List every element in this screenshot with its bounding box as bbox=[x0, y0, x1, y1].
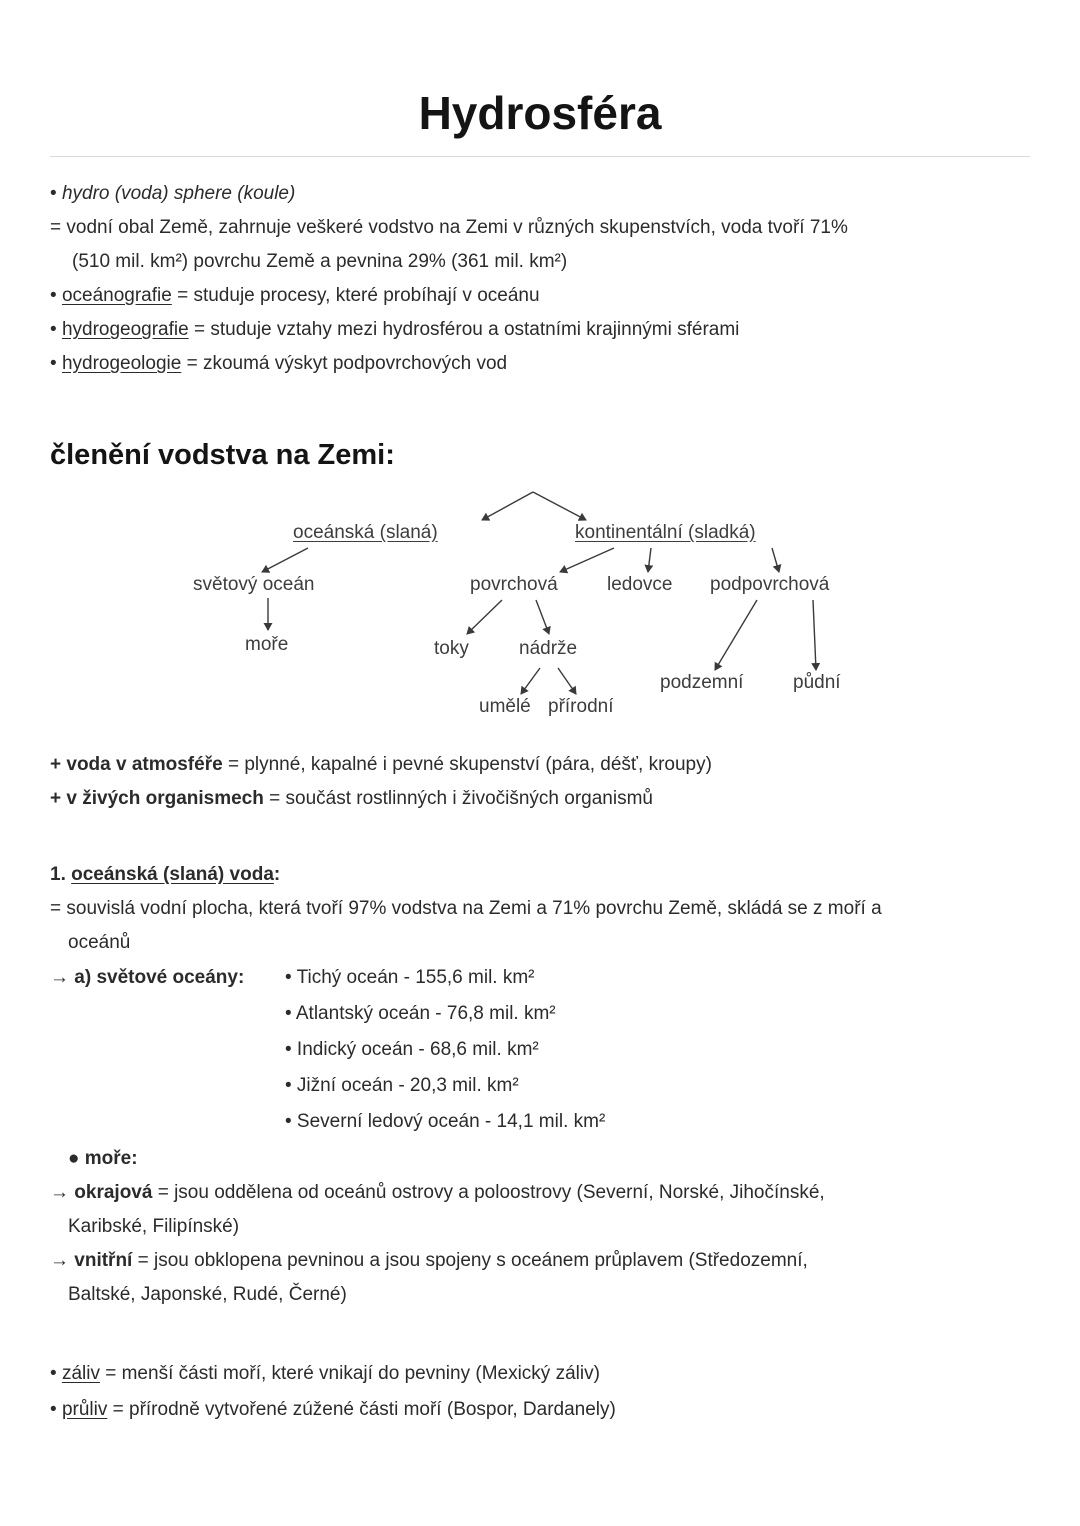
vnitrni-line2: Baltské, Japonské, Rudé, Černé) bbox=[68, 1284, 347, 1305]
atmosphere-term: + voda v atmosféře bbox=[50, 754, 223, 775]
seas-heading-text: moře: bbox=[84, 1148, 138, 1169]
okrajova-line2: Karibské, Filipínské) bbox=[68, 1216, 240, 1237]
section1-number: 1. bbox=[50, 864, 72, 885]
organisms-line bbox=[50, 782, 1030, 816]
okrajova-line bbox=[50, 1176, 1030, 1210]
term-hydrogeologie: hydrogeologie bbox=[61, 353, 182, 374]
zaliv-term: záliv bbox=[61, 1363, 100, 1384]
zaliv-definition: = menší části moří, které vnikají do pevniny (Mexický záliv) bbox=[99, 1363, 600, 1384]
organisms-term: + v živých organismech bbox=[50, 788, 264, 809]
diagram-node-prirodni: přírodní bbox=[548, 696, 614, 717]
diagram-node-podzemni: podzemní bbox=[660, 672, 744, 693]
title-divider bbox=[50, 156, 1030, 157]
bullet-glyph: • bbox=[50, 319, 62, 340]
intro-definition-line1: = vodní obal Země, zahrnuje veškeré vodstvo na Zemi v různých skupenstvích, voda tvoří 71% bbox=[50, 217, 848, 238]
vnitrni-line bbox=[50, 1244, 1030, 1278]
intro-line-oceanografie bbox=[50, 279, 1030, 313]
diagram-arrows bbox=[0, 482, 1080, 734]
world-oceans-list bbox=[285, 960, 605, 1140]
world-oceans-block bbox=[50, 960, 1030, 1140]
term-oceanografie: oceánografie bbox=[61, 285, 172, 306]
intro-line-hydro bbox=[50, 177, 1030, 211]
ocean-item-tichy: • Tichý oceán - 155,6 mil. km² bbox=[285, 967, 535, 988]
bullet-glyph: • bbox=[50, 183, 62, 204]
vnitrni-definition: = jsou obklopena pevninou a jsou spojeny s oceánem průplavem (Středozemní, bbox=[132, 1250, 808, 1271]
definition-oceanografie: = studuje procesy, které probíhají v oceánu bbox=[171, 285, 540, 306]
bullet-glyph: • bbox=[50, 1363, 62, 1384]
organisms-definition: = součást rostlinných i živočišných organismů bbox=[263, 788, 653, 809]
atmosphere-line bbox=[50, 748, 1030, 782]
world-oceans-label bbox=[50, 960, 285, 996]
arrow-glyph: → bbox=[50, 1182, 75, 1203]
section1-definition-line2: oceánů bbox=[68, 932, 131, 953]
zaliv-line bbox=[50, 1356, 1030, 1392]
water-classification-diagram bbox=[0, 482, 1080, 734]
section1-heading bbox=[50, 858, 1030, 892]
section1-heading-term: oceánská (slaná) voda bbox=[71, 864, 274, 885]
bullet-glyph: • bbox=[50, 353, 62, 374]
hydro-etymology-text: hydro (voda) sphere (koule) bbox=[61, 183, 296, 204]
additions-block bbox=[50, 748, 1030, 816]
diagram-node-svetovy-ocean: světový oceán bbox=[193, 574, 315, 595]
bullet-glyph: • bbox=[50, 285, 62, 306]
page-title: Hydrosféra bbox=[418, 87, 662, 139]
diagram-node-pudni: půdní bbox=[793, 672, 841, 693]
ocean-item-severni-ledovy: • Severní ledový oceán - 14,1 mil. km² bbox=[285, 1111, 606, 1132]
definition-hydrogeologie: = zkoumá výskyt podpovrchových vod bbox=[181, 353, 508, 374]
pruliv-definition: = přírodně vytvořené zúžené části moří (Bospor, Dardanely) bbox=[107, 1399, 616, 1420]
ocean-item-jizni: • Jižní oceán - 20,3 mil. km² bbox=[285, 1075, 519, 1096]
bullet-glyph: • bbox=[50, 1399, 62, 1420]
diagram-node-oceanska: oceánská (slaná) bbox=[293, 522, 438, 543]
term-hydrogeografie: hydrogeografie bbox=[61, 319, 189, 340]
intro-line-hydrogeologie bbox=[50, 347, 1030, 381]
vnitrni-term: vnitřní bbox=[74, 1250, 133, 1271]
section1-definition-line1: = souvislá vodní plocha, která tvoří 97% vodstva na Zemi a 71% povrchu Země, skládá se z moří a bbox=[50, 898, 882, 919]
atmosphere-definition: = plynné, kapalné i pevné skupenství (pára, déšť, kroupy) bbox=[222, 754, 712, 775]
okrajova-term: okrajová bbox=[74, 1182, 153, 1203]
diagram-node-toky: toky bbox=[434, 638, 469, 659]
diagram-node-kontinentalni: kontinentální (sladká) bbox=[575, 522, 756, 543]
dot-glyph: ● bbox=[68, 1148, 85, 1169]
diagram-node-podpovrchova: podpovrchová bbox=[710, 574, 830, 595]
intro-line-hydrogeografie bbox=[50, 313, 1030, 347]
terms-block bbox=[50, 1356, 1030, 1428]
ocean-item-indicky: • Indický oceán - 68,6 mil. km² bbox=[285, 1039, 539, 1060]
ocean-item-atlantsky: • Atlantský oceán - 76,8 mil. km² bbox=[285, 1003, 556, 1024]
pruliv-term: průliv bbox=[61, 1399, 108, 1420]
intro-definition-line2: (510 mil. km²) povrchu Země a pevnina 29% (361 mil. km²) bbox=[72, 251, 568, 272]
diagram-node-more: moře bbox=[245, 634, 289, 655]
diagram-node-umele: umělé bbox=[479, 696, 531, 717]
diagram-node-povrchova: povrchová bbox=[470, 574, 558, 595]
arrow-glyph: → bbox=[50, 1250, 75, 1271]
arrow-glyph: → bbox=[50, 967, 75, 988]
section-heading-cleneni: členění vodstva na Zemi: bbox=[50, 439, 395, 471]
diagram-node-ledovce: ledovce bbox=[607, 574, 673, 595]
section-oceanic-water bbox=[50, 858, 1030, 1312]
pruliv-line bbox=[50, 1392, 1030, 1428]
intro-block bbox=[50, 177, 1030, 381]
diagram-node-nadrze: nádrže bbox=[519, 638, 578, 659]
world-oceans-label-text: a) světové oceány: bbox=[74, 967, 245, 988]
seas-heading bbox=[50, 1142, 1030, 1176]
section1-heading-colon: : bbox=[273, 864, 281, 885]
okrajova-definition: = jsou oddělena od oceánů ostrovy a poloostrovy (Severní, Norské, Jihočínské, bbox=[152, 1182, 825, 1203]
definition-hydrogeografie: = studuje vztahy mezi hydrosférou a ostatními krajinnými sférami bbox=[188, 319, 740, 340]
